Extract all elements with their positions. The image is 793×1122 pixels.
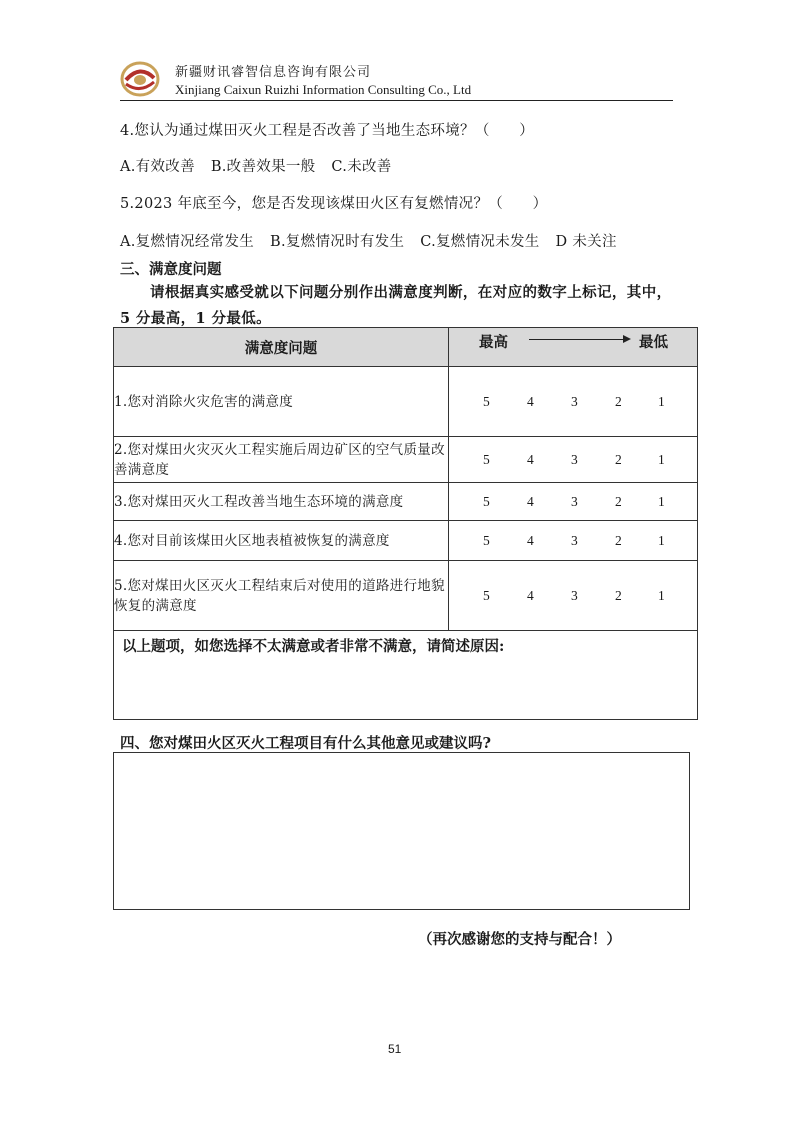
option-c[interactable]: C.未改善 <box>331 159 392 175</box>
option-b[interactable]: B.改善效果一般 <box>210 159 316 175</box>
question-column-header: 满意度问题 <box>114 328 449 367</box>
section-3-instruction: 请根据真实感受就以下问题分别作出满意度判断，在对应的数字上标记，其中，5 分最高，1 分最低。 <box>120 284 672 327</box>
score-options <box>449 437 698 483</box>
score-2[interactable]: 2 <box>615 587 622 603</box>
row-question: 5.您对煤田火区灭火工程结束后对使用的道路进行地貌恢复的满意度 <box>114 561 449 631</box>
table-row <box>114 561 698 631</box>
table-row <box>114 367 698 437</box>
score-4[interactable]: 4 <box>527 451 534 467</box>
option-d[interactable]: D 未关注 <box>555 234 617 250</box>
company-name-en: Xinjiang Caixun Ruizhi Information Consulting Co., Ltd <box>175 82 472 97</box>
question-4: 4.您认为通过煤田灭火工程是否改善了当地生态环境？（ ） <box>120 123 535 139</box>
table-header-row <box>114 328 698 367</box>
remark-field[interactable]: 以上题项，如您选择不太满意或者非常不满意，请简述原因: <box>114 631 698 720</box>
score-1[interactable]: 1 <box>658 393 665 409</box>
score-1[interactable]: 1 <box>658 493 665 509</box>
scale-low-label: 最低 <box>639 334 668 351</box>
thanks-note: （再次感谢您的支持与配合！） <box>418 931 621 948</box>
score-options <box>449 483 698 521</box>
section-4-title: 四、您对煤田火区灭火工程项目有什么其他意见或建议吗? <box>120 735 491 752</box>
score-2[interactable]: 2 <box>615 532 622 548</box>
row-question: 4.您对目前该煤田火区地表植被恢复的满意度 <box>114 521 449 561</box>
satisfaction-table <box>113 327 698 720</box>
score-5[interactable]: 5 <box>483 532 490 548</box>
remark-row <box>114 631 698 720</box>
score-2[interactable]: 2 <box>615 451 622 467</box>
score-options <box>449 521 698 561</box>
score-3[interactable]: 3 <box>571 393 578 409</box>
score-1[interactable]: 1 <box>658 532 665 548</box>
company-logo-icon <box>120 60 160 98</box>
option-b[interactable]: B.复燃情况时有发生 <box>270 234 405 250</box>
header-divider <box>120 100 673 101</box>
page-number: 51 <box>388 1042 402 1056</box>
question-5-options <box>120 230 628 251</box>
scale-column-header <box>449 328 698 367</box>
score-options <box>449 367 698 437</box>
company-name-cn: 新疆财讯睿智信息咨询有限公司 <box>175 65 372 80</box>
score-4[interactable]: 4 <box>527 587 534 603</box>
score-4[interactable]: 4 <box>527 532 534 548</box>
score-2[interactable]: 2 <box>615 393 622 409</box>
option-a[interactable]: A.有效改善 <box>120 159 195 175</box>
table-row <box>114 483 698 521</box>
suggestion-input-box[interactable] <box>113 752 690 910</box>
option-c[interactable]: C.复燃情况未发生 <box>420 234 540 250</box>
row-question: 2.您对煤田火灾灭火工程实施后周边矿区的空气质量改善满意度 <box>114 437 449 483</box>
score-3[interactable]: 3 <box>571 532 578 548</box>
question-4-options <box>120 155 403 176</box>
score-1[interactable]: 1 <box>658 451 665 467</box>
row-question: 3.您对煤田灭火工程改善当地生态环境的满意度 <box>114 483 449 521</box>
score-options <box>449 561 698 631</box>
scale-high-label: 最高 <box>479 334 508 351</box>
score-5[interactable]: 5 <box>483 451 490 467</box>
score-3[interactable]: 3 <box>571 493 578 509</box>
score-3[interactable]: 3 <box>571 587 578 603</box>
score-2[interactable]: 2 <box>615 493 622 509</box>
option-a[interactable]: A.复燃情况经常发生 <box>120 234 255 250</box>
section-3-title: 三、满意度问题 <box>120 261 222 278</box>
question-5: 5.2023 年底至今，您是否发现该煤田火区有复燃情况？（ ） <box>120 196 548 212</box>
score-5[interactable]: 5 <box>483 393 490 409</box>
row-question: 1.您对消除火灾危害的满意度 <box>114 367 449 437</box>
score-1[interactable]: 1 <box>658 587 665 603</box>
score-4[interactable]: 4 <box>527 493 534 509</box>
score-3[interactable]: 3 <box>571 451 578 467</box>
score-5[interactable]: 5 <box>483 587 490 603</box>
score-4[interactable]: 4 <box>527 393 534 409</box>
arrow-right-icon <box>529 339 627 340</box>
table-row <box>114 521 698 561</box>
score-5[interactable]: 5 <box>483 493 490 509</box>
table-row <box>114 437 698 483</box>
